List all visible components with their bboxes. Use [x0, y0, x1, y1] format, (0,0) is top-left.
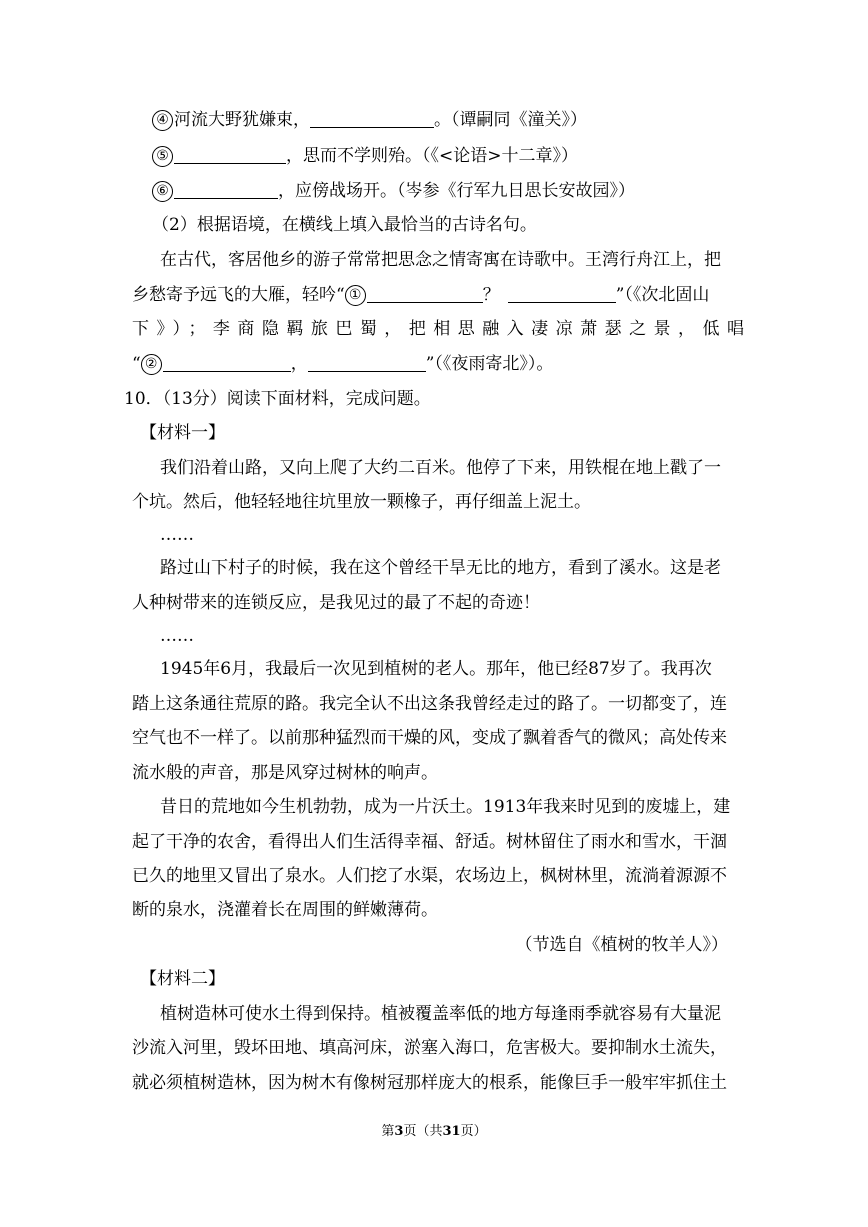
item-citation: ，应傍战场开。（岑参《行军九日思长安故园》）: [278, 181, 635, 201]
footer-text: 页）: [460, 1124, 487, 1139]
paragraph-line: 下》）；李商隐羁旅巴蜀，把相思融入凄凉萧瑟之景，低唱: [132, 319, 744, 339]
material-1-source: （节选自《植树的牧羊人》）: [515, 935, 728, 955]
text-span: ”（《次北固山: [615, 285, 710, 305]
paragraph-line: 昔日的荒地如今生机勃勃，成为一片沃土。1913年我来时见到的废墟上，建: [160, 797, 731, 817]
text-span: ”（《夜雨寄北》）。: [425, 354, 554, 374]
question-item-5: [152, 139, 868, 173]
page-number: 3: [394, 1124, 404, 1139]
page-footer: [0, 1122, 868, 1142]
paragraph-line: 1945年6月，我最后一次见到植树的老人。那年，他已经87岁了。我再次: [160, 659, 712, 679]
fill-blank[interactable]: [163, 349, 291, 372]
blank-number: ①: [345, 285, 366, 306]
item-number: ⑥: [152, 181, 173, 202]
text-span: ，: [290, 354, 308, 374]
item-citation: 。（谭嗣同《潼关》）: [434, 110, 587, 130]
paragraph-line: 就必须植树造林，因为树木有像树冠那样庞大的根系，能像巨手一般牢牢抓住土: [132, 1073, 727, 1093]
item-text: 河流大野犹嫌束，: [174, 110, 310, 130]
paragraph-line: 踏上这条通往荒原的路。我完全认不出这条我曾经走过的路了。一切都变了，连: [132, 694, 727, 714]
question-10-heading: 10．（13分）阅读下面材料，完成问题。: [124, 389, 431, 409]
paragraph-line: 个坑。然后，他轻轻地往坑里放一颗橡子，再仔细盖上泥土。: [132, 492, 591, 512]
material-1-title: 【材料一】: [140, 423, 225, 443]
fill-blank[interactable]: [174, 141, 286, 164]
footer-text: 页（共: [403, 1124, 443, 1139]
ellipsis: ……: [160, 525, 194, 545]
paragraph-line: 流水般的声音，那是风穿过树林的响声。: [132, 763, 438, 783]
paragraph-line: 沙流入河里，毁坏田地、填高河床，淤塞入海口，危害极大。要抑制水土流失，: [132, 1038, 727, 1058]
paragraph-line: 人种树带来的连锁反应，是我见过的最了不起的奇迹！: [132, 593, 540, 613]
item-number: ④: [152, 110, 173, 131]
fill-blank[interactable]: [310, 105, 434, 128]
text-span: “: [132, 354, 141, 374]
item-number: ⑤: [152, 146, 173, 167]
fill-blank[interactable]: [308, 349, 426, 372]
paragraph-line: [132, 278, 868, 312]
paragraph-line: [132, 347, 868, 381]
paragraph-line: 断的泉水，浇灌着长在周围的鲜嫩薄荷。: [132, 900, 438, 920]
paragraph-line: 空气也不一样了。以前那种猛烈而干燥的风，变成了飘着香气的微风；高处传来: [132, 728, 727, 748]
paragraph-line: 路过山下村子的时候，我在这个曾经干旱无比的地方，看到了溪水。这是老: [160, 558, 721, 578]
paragraph-line: 起了干净的农舍，看得出人们生活得幸福、舒适。树林留住了雨水和雪水，干涸: [132, 832, 727, 852]
fill-blank[interactable]: [367, 280, 483, 303]
fill-blank[interactable]: [174, 176, 278, 199]
paragraph-line: 已久的地里又冒出了泉水。人们挖了水渠，农场边上，枫树林里，流淌着源源不: [132, 866, 727, 886]
text-span: ？: [482, 285, 500, 305]
paragraph-line: 植树造林可使水土得到保持。植被覆盖率低的地方每逢雨季就容易有大量泥: [160, 1004, 721, 1024]
part-2-instruction: （2）根据语境，在横线上填入最恰当的古诗名句。: [152, 215, 537, 235]
question-item-4: [152, 103, 868, 137]
text-span: 乡愁寄予远飞的大雁，轻吟“: [132, 285, 345, 305]
paragraph-line: 在古代，客居他乡的游子常常把思念之情寄寓在诗歌中。王湾行舟江上，把: [160, 250, 721, 270]
total-pages: 31: [442, 1124, 461, 1139]
material-2-title: 【材料二】: [140, 969, 225, 989]
paragraph-line: 我们沿着山路，又向上爬了大约二百米。他停了下来，用铁棍在地上戳了一: [160, 458, 721, 478]
item-citation: ，思而不学则殆。（《<论语>十二章》）: [286, 146, 578, 166]
fill-blank[interactable]: [508, 280, 616, 303]
question-item-6: [152, 174, 868, 208]
blank-number: ②: [141, 354, 162, 375]
footer-text: 第: [381, 1124, 395, 1139]
ellipsis: ……: [160, 626, 194, 646]
